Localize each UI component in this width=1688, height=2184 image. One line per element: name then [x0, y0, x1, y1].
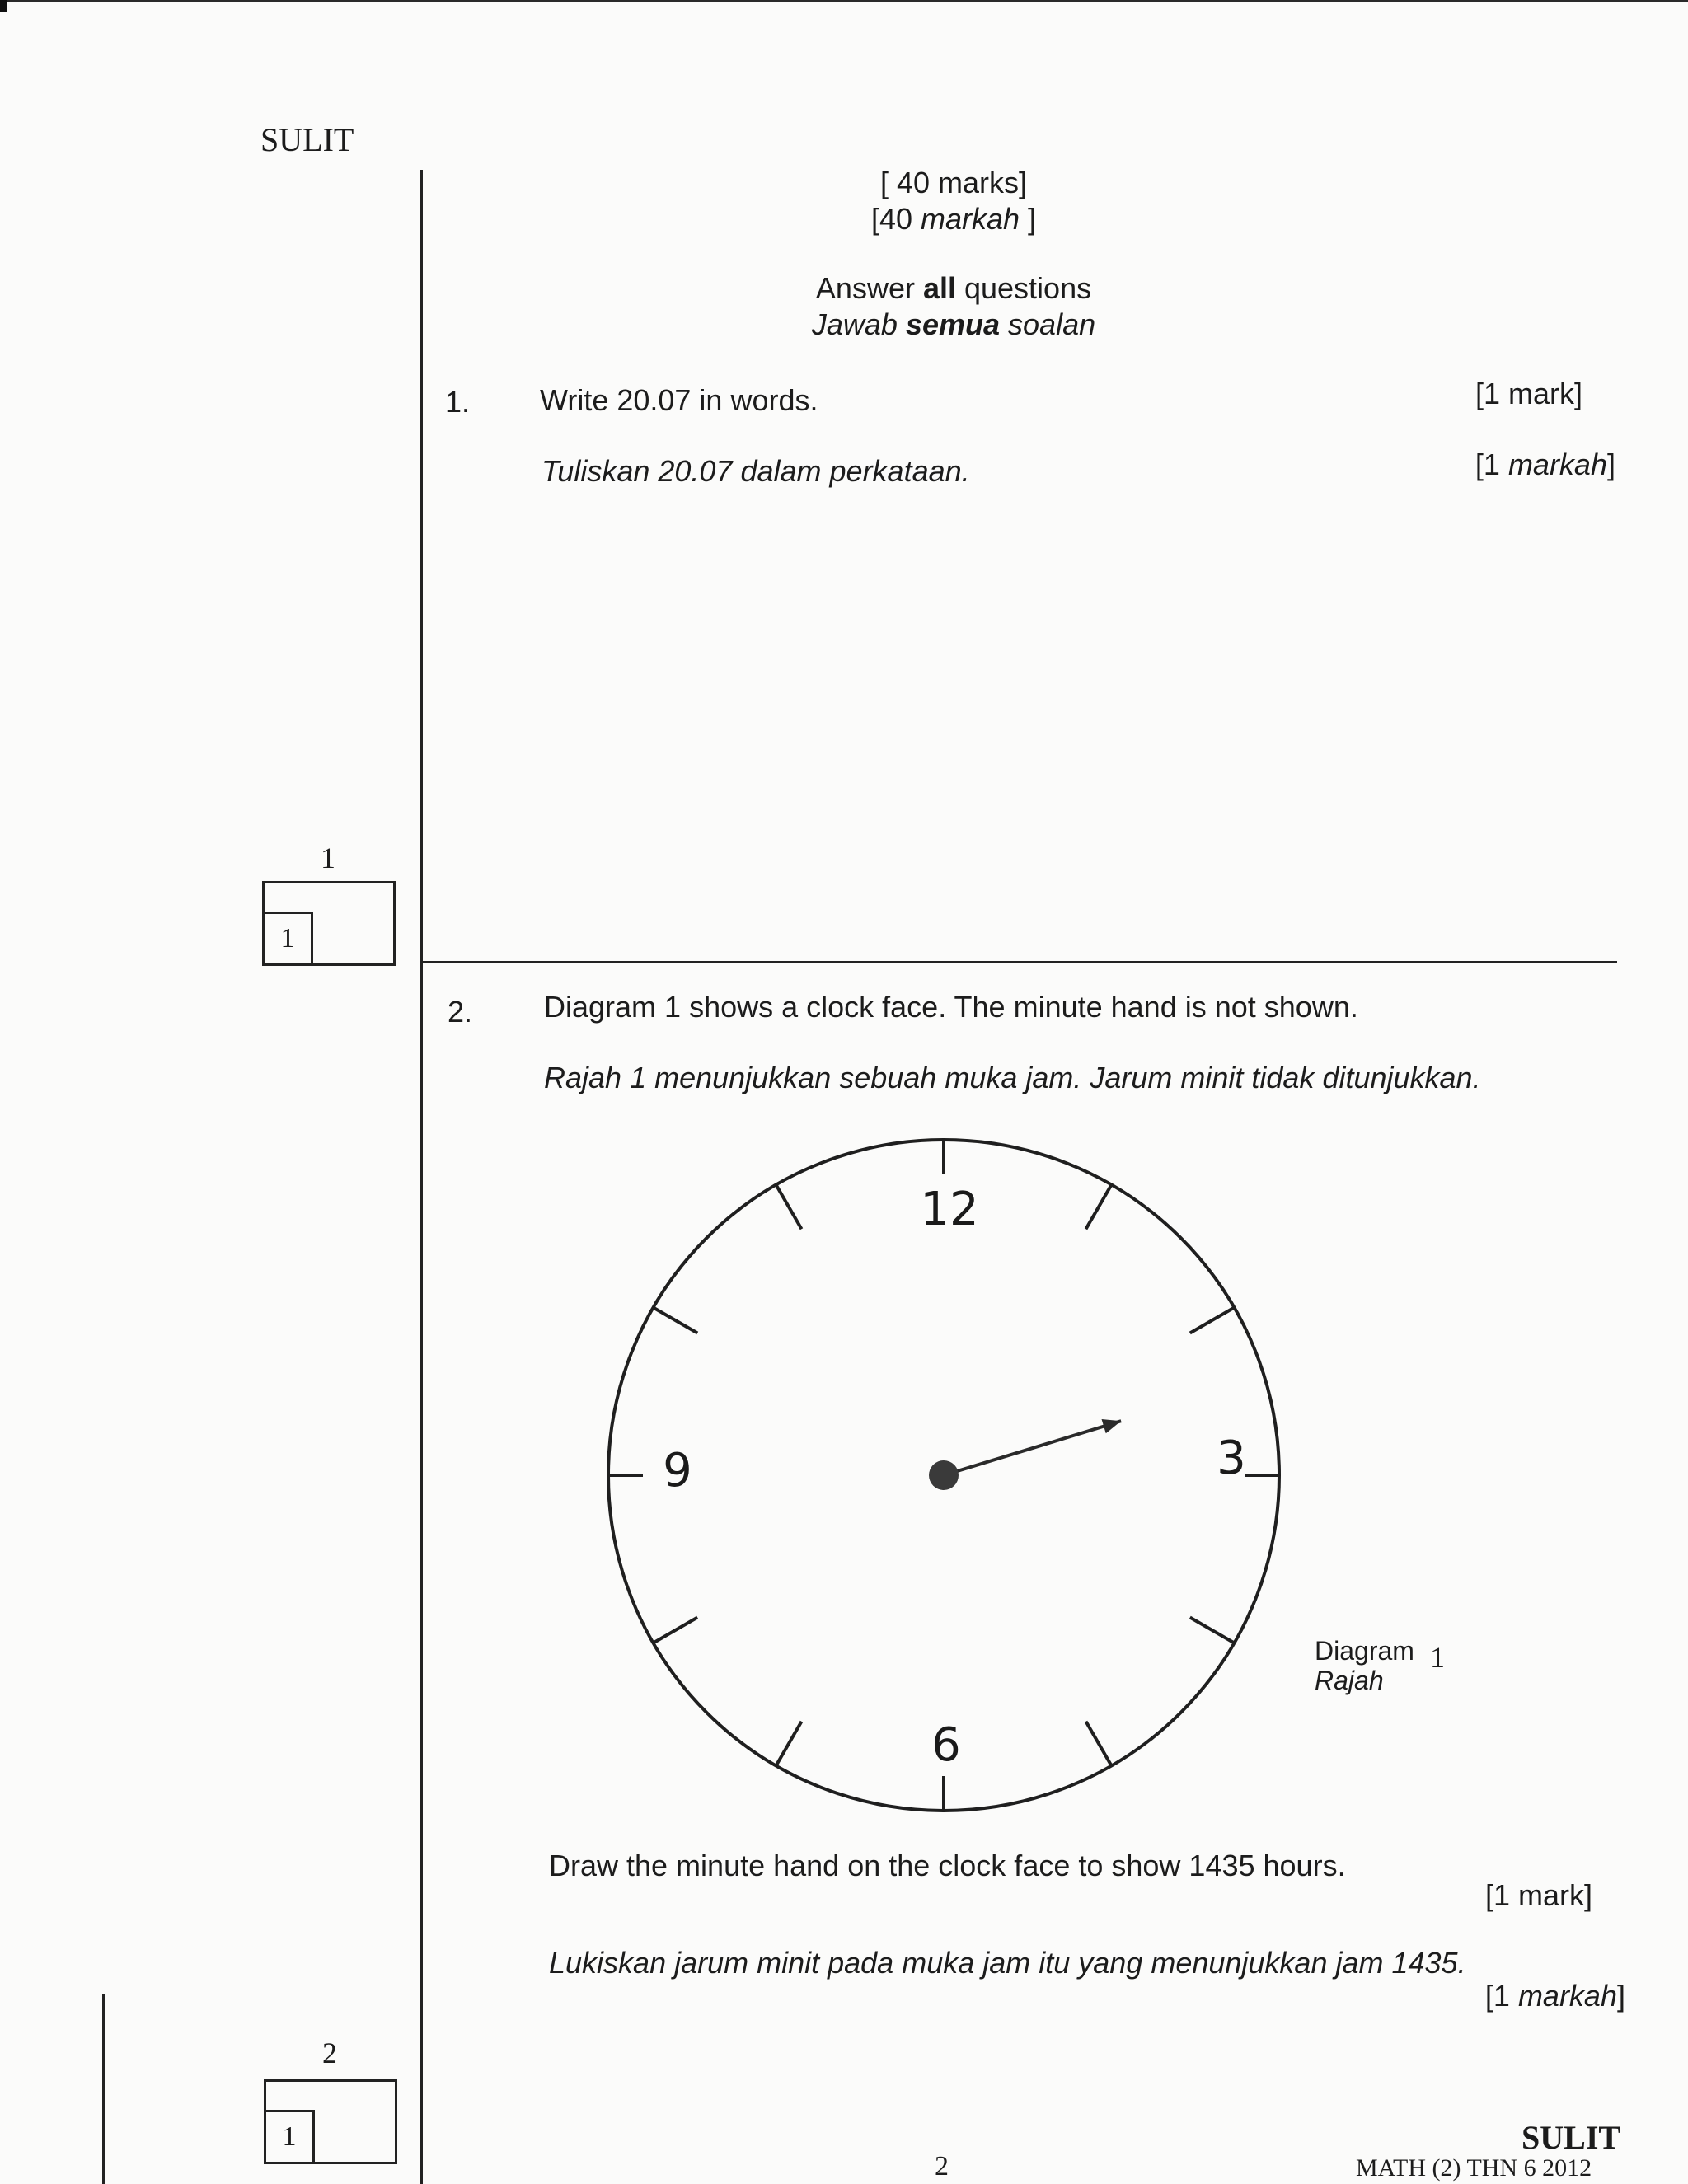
hour-hand-arrow: [1101, 1419, 1121, 1433]
q1-text-ms: Tuliskan 20.07 dalam perkataan.: [542, 454, 970, 488]
q2-task-en: Draw the minute hand on the clock face to show 1435 hours.: [549, 1849, 1346, 1882]
instructions-ms: [422, 307, 1485, 343]
left-binding-line: [102, 1994, 105, 2184]
q1-mark-en: [1 mark]: [1475, 377, 1582, 410]
clock-number-6: 6: [931, 1718, 961, 1772]
q2-mark-ms: [1319, 1978, 1625, 2014]
q1-mark-ms-prefix: [1: [1475, 448, 1508, 481]
q2-mark-ms-suffix: ]: [1616, 1979, 1625, 2013]
clock-tick-11: [776, 1185, 802, 1230]
page-top-edge: [0, 0, 1688, 2]
sulit-header: SULIT: [260, 121, 354, 158]
markbox-1-question: 1: [321, 841, 335, 874]
markbox-1-score: 1: [265, 912, 313, 963]
q2-text-en: Diagram 1 shows a clock face. The minute hand is not shown.: [544, 990, 1358, 1024]
q2-mark-ms-italic: markah: [1517, 1979, 1617, 2013]
clock-number-12: 12: [920, 1183, 979, 1236]
clock-face: [593, 1121, 1302, 1830]
clock-tick-8: [654, 1618, 698, 1643]
clock-marks: [608, 1140, 1279, 1811]
margin-divider: [420, 170, 423, 2184]
clock-tick-4: [1190, 1618, 1235, 1643]
q1-mark-ms: [1319, 447, 1615, 483]
markbox-2: [264, 2079, 397, 2164]
q1-mark-ms-italic: markah: [1507, 448, 1607, 481]
instructions-ms-post: soalan: [1000, 307, 1096, 341]
clock-tick-10: [654, 1308, 698, 1333]
total-marks-ms-italic: markah: [920, 202, 1020, 236]
q2-task-ms: Lukiskan jarum minit pada muka jam itu yang menunjukkan jam 1435.: [549, 1946, 1466, 1980]
total-marks: [422, 165, 1485, 237]
sulit-footer: SULIT: [1522, 2119, 1621, 2156]
q2-text-ms: Rajah 1 menunjukkan sebuah muka jam. Jarum minit tidak ditunjukkan.: [544, 1061, 1481, 1094]
instructions-en-pre: Answer: [815, 271, 923, 305]
clock-tick-2: [1190, 1308, 1235, 1333]
question-divider: [422, 961, 1617, 963]
q2-mark-en: [1 mark]: [1484, 1878, 1592, 1912]
clock-number-9: 9: [663, 1444, 692, 1497]
clock-tick-5: [1086, 1722, 1112, 1766]
diagram-caption-number: 1: [1430, 1641, 1445, 1674]
q1-number: 1.: [445, 385, 471, 419]
clock-tick-1: [1086, 1185, 1112, 1230]
q2-number: 2.: [448, 995, 473, 1029]
total-marks-ms-prefix: [40: [870, 202, 921, 236]
page-number: 2: [935, 2151, 949, 2182]
q1-mark-ms-suffix: ]: [1606, 448, 1615, 481]
diagram-caption-en: Diagram: [1315, 1636, 1414, 1666]
total-marks-en: [ 40 marks]: [879, 166, 1028, 199]
clock-center-pivot: [929, 1460, 959, 1490]
clock-tick-7: [776, 1722, 802, 1766]
markbox-2-question: 2: [322, 2036, 337, 2069]
instructions-en: [422, 270, 1485, 307]
total-marks-ms-suffix: ]: [1020, 202, 1037, 236]
markbox-1: [262, 881, 396, 966]
instructions-en-bold: all: [922, 271, 956, 305]
paper-code: MATH (2) THN 6 2012: [1356, 2154, 1592, 2182]
scan-corner-mark: [0, 0, 7, 12]
diagram-caption-ms: Rajah: [1315, 1666, 1384, 1695]
instructions-ms-bold: semua: [905, 307, 1001, 341]
diagram-caption: [1315, 1636, 1414, 1695]
hour-hand: [944, 1421, 1121, 1475]
instructions: [422, 270, 1485, 343]
instructions-ms-pre: Jawab: [811, 307, 906, 341]
markbox-2-score: 1: [266, 2110, 315, 2162]
q1-text-en: Write 20.07 in words.: [540, 383, 818, 417]
instructions-en-post: questions: [955, 271, 1092, 305]
total-marks-ms: [422, 201, 1485, 237]
q2-mark-ms-prefix: [1: [1484, 1979, 1518, 2013]
clock-number-3: 3: [1217, 1432, 1246, 1485]
